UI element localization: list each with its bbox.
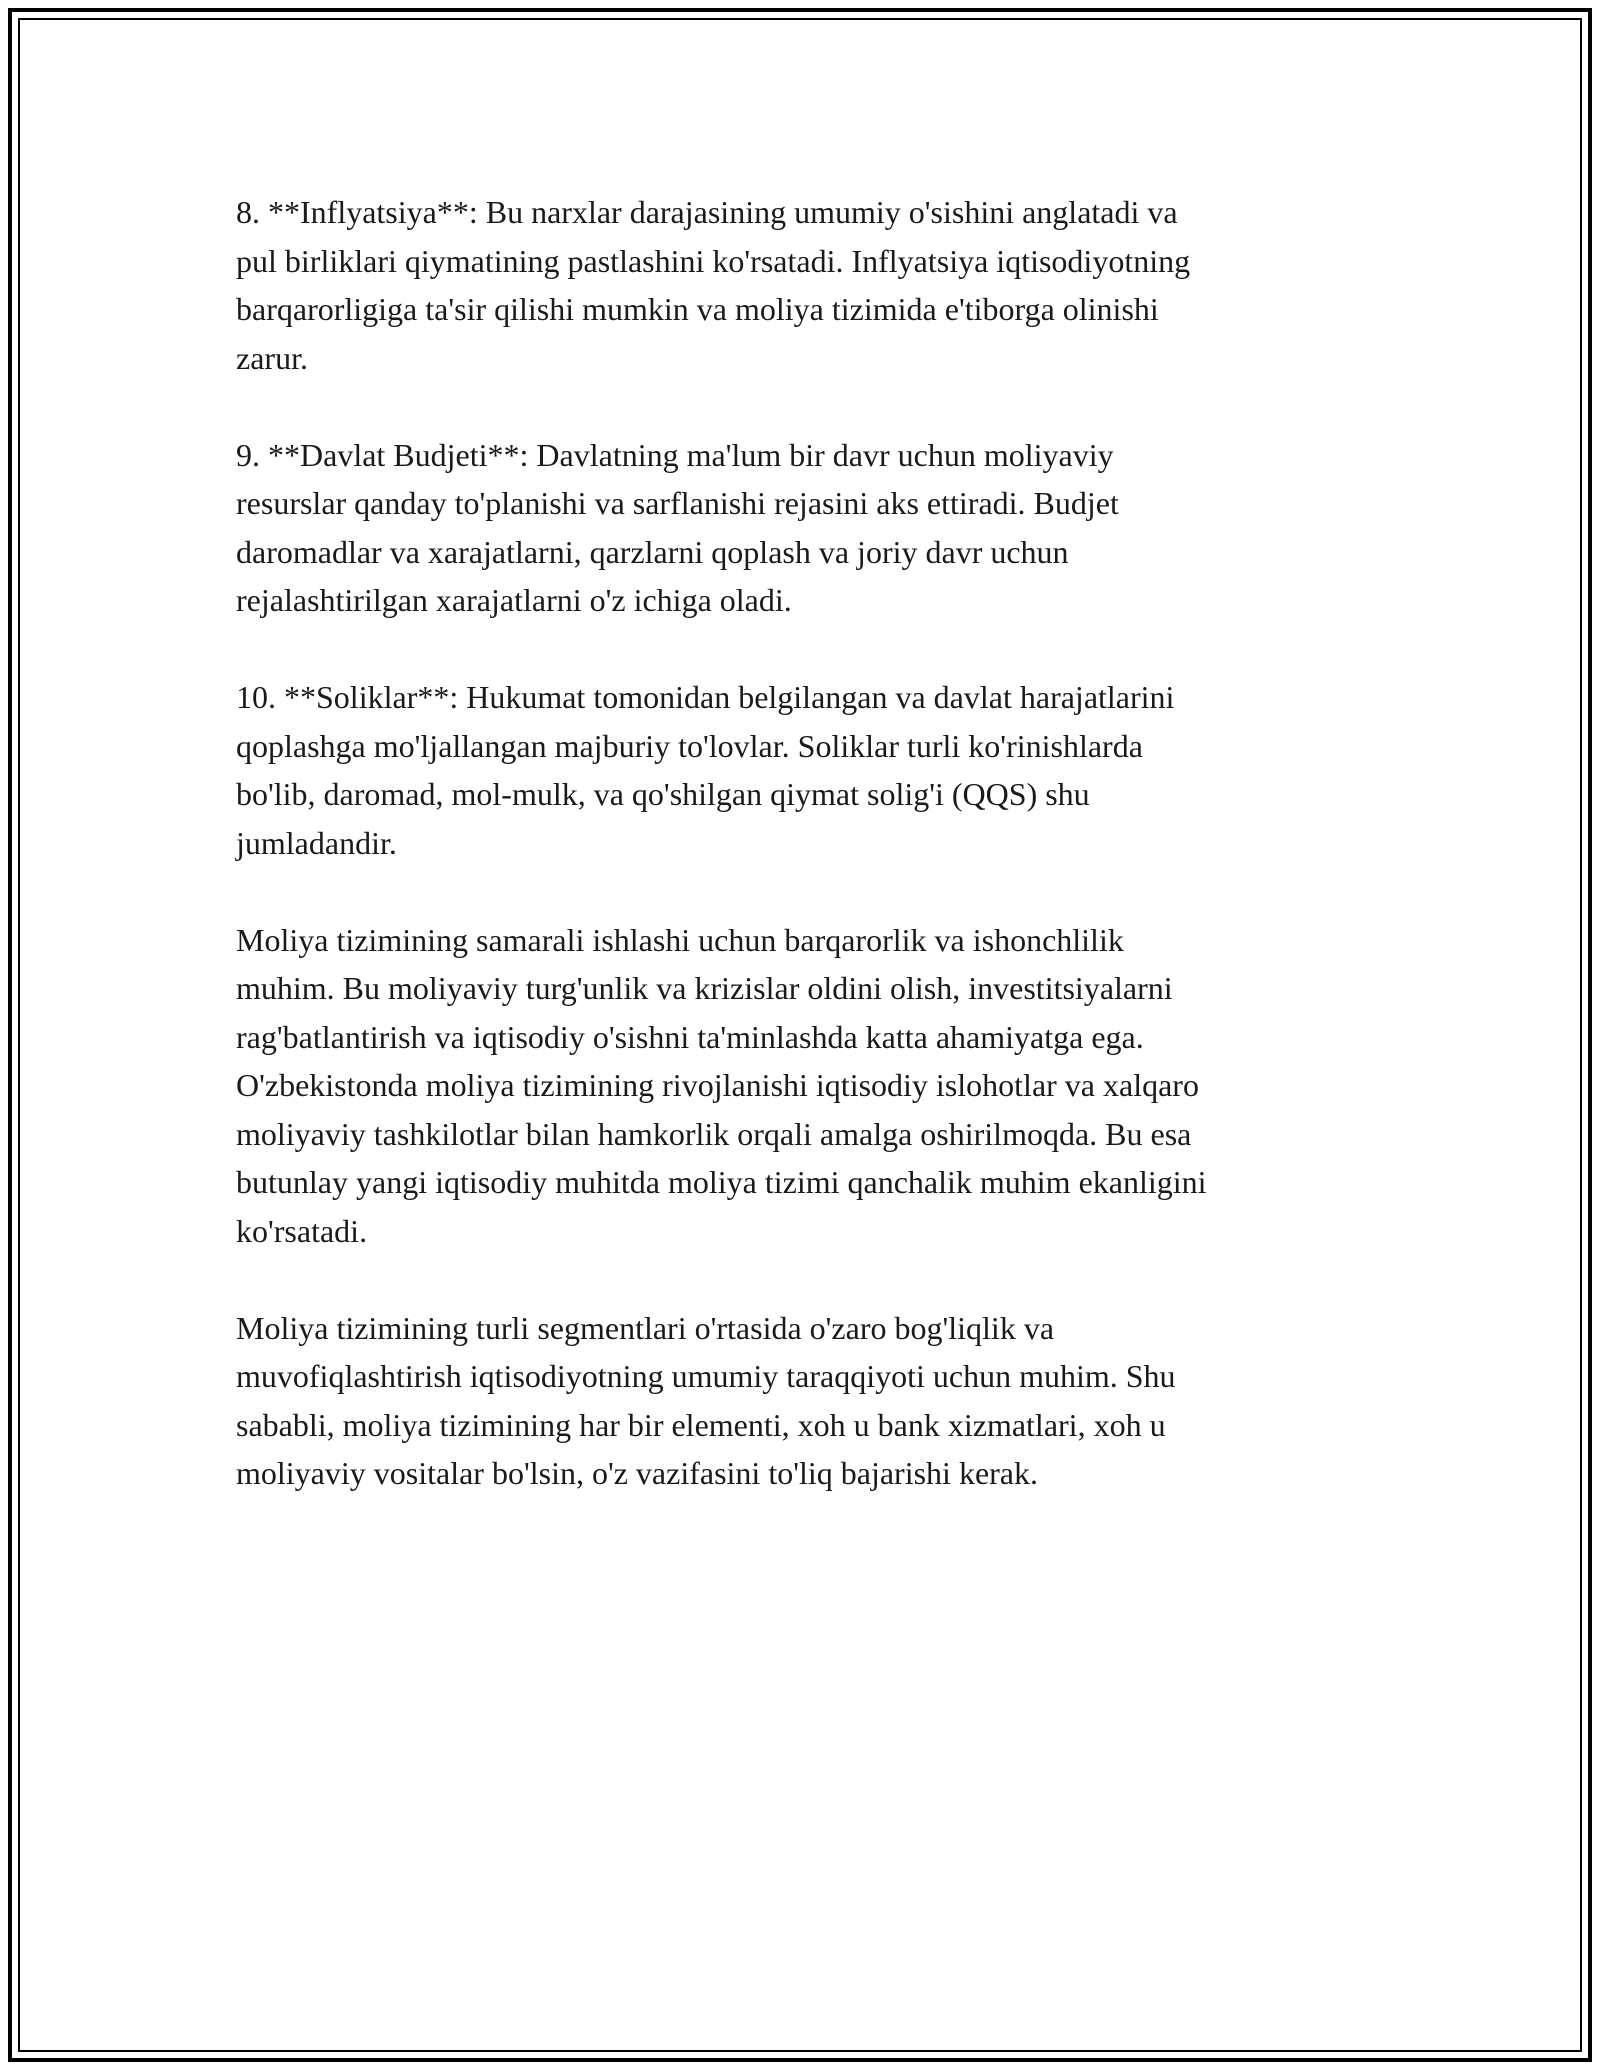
text-line: bo'lib, daromad, mol-mulk, va qo'shilgan qiymat solig'i (QQS) shu [236, 776, 1090, 812]
text-line: O'zbekistonda moliya tizimining rivojlanishi iqtisodiy islohotlar va xalqaro [236, 1067, 1199, 1103]
text-line: 8. **Inflyatsiya**: Bu narxlar darajasining umumiy o'sishini anglatadi va [236, 194, 1178, 230]
paragraph-taxes [236, 673, 1366, 867]
text-line: daromadlar va xarajatlarni, qarzlarni qoplash va joriy davr uchun [236, 533, 1069, 570]
text-line: 10. **Soliklar**: Hukumat tomonidan belgilangan va davlat harajatlarini [236, 679, 1175, 715]
text-line: butunlay yangi iqtisodiy muhitda moliya tizimi qanchalik muhim ekanligini [236, 1164, 1207, 1200]
text-line: sababli, moliya tizimining har bir elementi, xoh u bank xizmatlari, xoh u [236, 1406, 1166, 1443]
text-line: muvofiqlashtirish iqtisodiyotning umumiy taraqqiyoti uchun muhim. Shu [236, 1358, 1176, 1394]
paragraph-inflation [236, 188, 1366, 382]
text-line: barqarorligiga ta'sir qilishi mumkin va moliya tizimida e'tiborga olinishi [236, 291, 1159, 327]
text-line: moliyaviy tashkilotlar bilan hamkorlik orqali amalga oshirilmoqda. Bu esa [236, 1115, 1192, 1152]
document-body [236, 188, 1366, 1546]
text-line: rag'batlantirish va iqtisodiy o'sishni ta'minlashda katta ahamiyatga ega. [236, 1018, 1144, 1055]
text-line: Moliya tizimining turli segmentlari o'rtasida o'zaro bog'liqlik va [236, 1309, 1055, 1346]
text-line: 9. **Davlat Budjeti**: Davlatning ma'lum bir davr uchun moliyaviy [236, 436, 1114, 473]
text-line: pul birliklari qiymatining pastlashini ko'rsatadi. Inflyatsiya iqtisodiyotning [236, 242, 1191, 279]
paragraph-coordination [236, 1304, 1366, 1498]
paragraph-stability [236, 916, 1366, 1256]
text-line: rejalashtirilgan xarajatlarni o'z ichiga oladi. [236, 582, 792, 618]
text-line: muhim. Bu moliyaviy turg'unlik va krizislar oldini olish, investitsiyalarni [236, 970, 1173, 1006]
text-line: zarur. [236, 339, 308, 376]
text-line: moliyaviy vositalar bo'lsin, o'z vazifasini to'liq bajarishi kerak. [236, 1455, 1038, 1491]
text-line: resurslar qanday to'planishi va sarflanishi rejasini aks ettiradi. Budjet [236, 485, 1119, 521]
paragraph-state-budget [236, 431, 1366, 625]
text-line: Moliya tizimining samarali ishlashi uchun barqarorlik va ishonchlilik [236, 921, 1124, 958]
text-line: jumladandir. [236, 824, 397, 861]
text-line: qoplashga mo'ljallangan majburiy to'lovlar. Soliklar turli ko'rinishlarda [236, 727, 1143, 764]
text-line: ko'rsatadi. [236, 1212, 368, 1249]
